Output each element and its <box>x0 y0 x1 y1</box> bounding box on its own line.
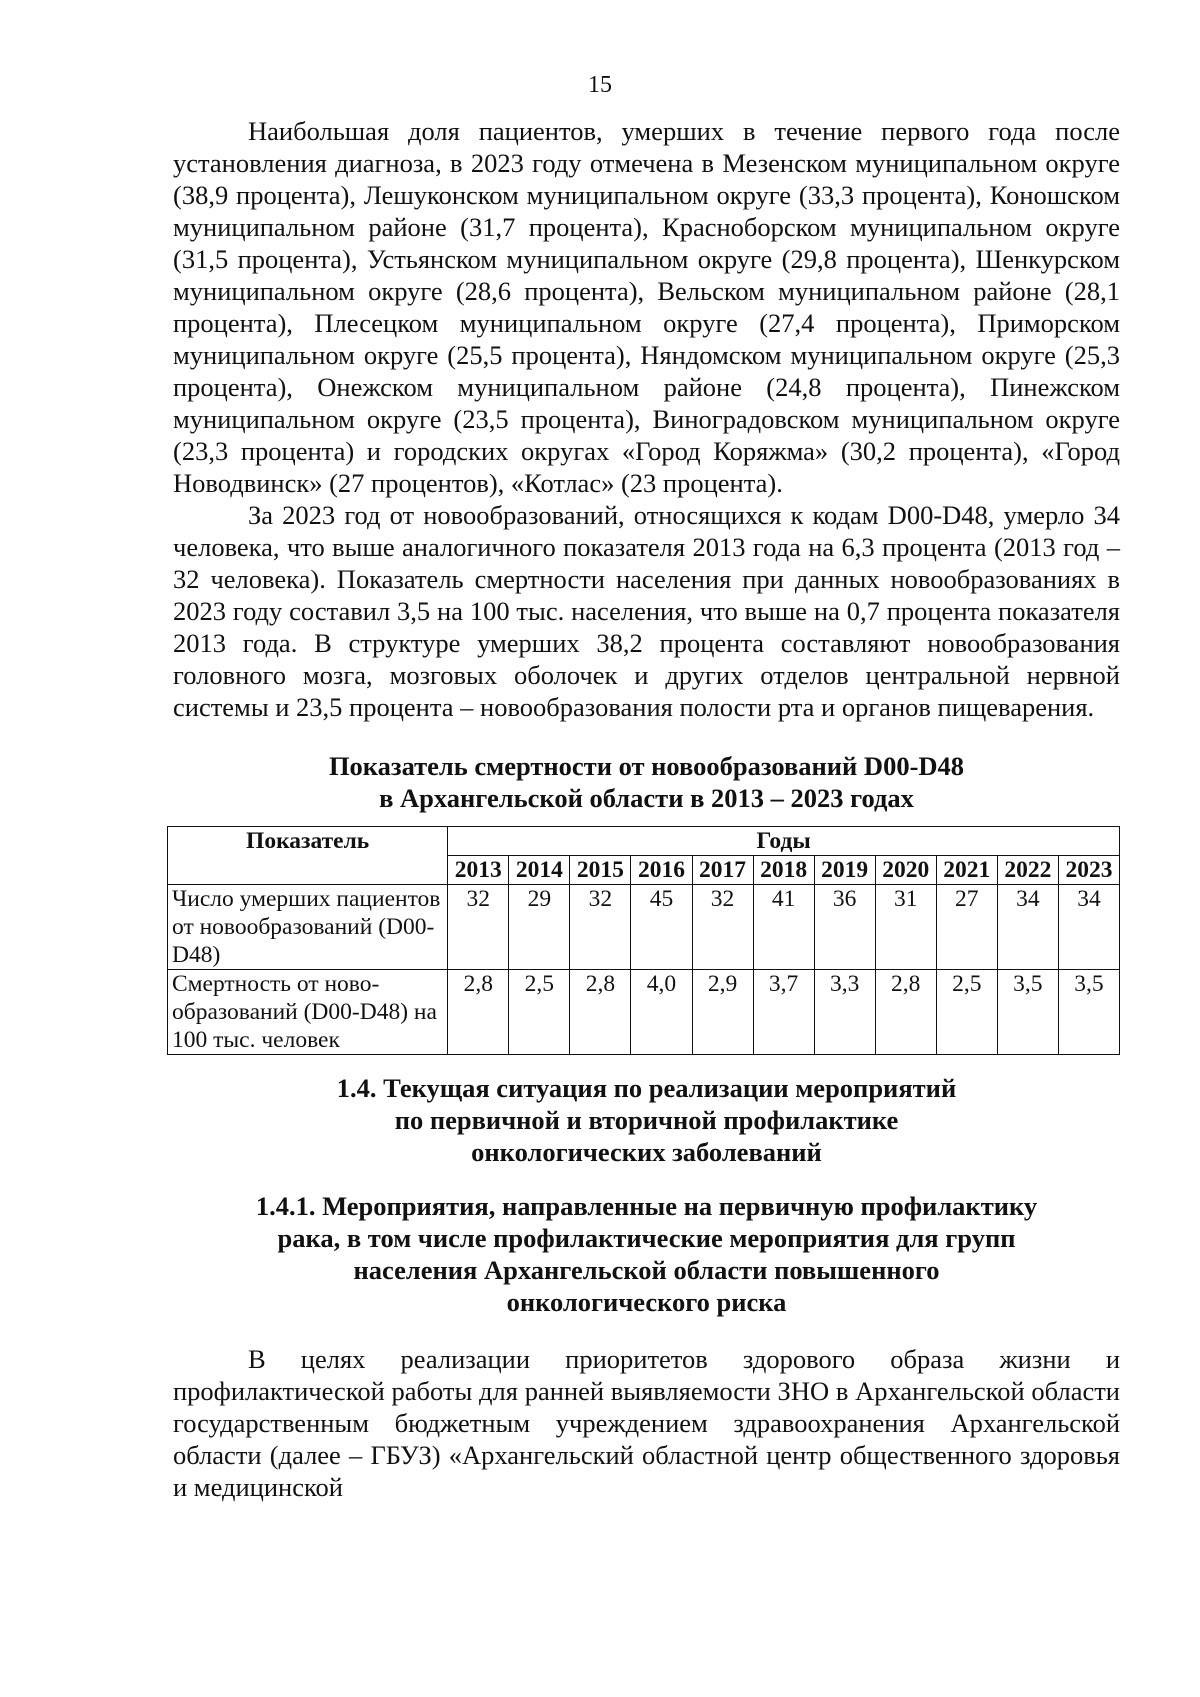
year-header: 2018 <box>753 856 814 885</box>
table-cell: 32 <box>448 885 509 970</box>
year-header: 2022 <box>997 856 1058 885</box>
table-row <box>168 885 1120 970</box>
year-header: 2014 <box>509 856 570 885</box>
table-cell: 36 <box>814 885 875 970</box>
table-cell: 2,5 <box>509 970 570 1055</box>
table-cell: 2,8 <box>448 970 509 1055</box>
heading-line: рака, в том числе профилактические мероприятия для групп <box>277 1223 1016 1253</box>
table-cell: 2,5 <box>936 970 997 1055</box>
table-cell: 2,9 <box>692 970 753 1055</box>
heading-line: 1.4.1. Мероприятия, направленные на первичную профилактику <box>255 1191 1038 1221</box>
table-cell: 41 <box>753 885 814 970</box>
year-header: 2016 <box>631 856 692 885</box>
year-header: 2020 <box>875 856 936 885</box>
mortality-table <box>167 826 1120 1055</box>
table-title-line: в Архангельской области в 2013 – 2023 годах <box>379 783 914 813</box>
table-cell: 32 <box>692 885 753 970</box>
table-cell: 45 <box>631 885 692 970</box>
year-header: 2017 <box>692 856 753 885</box>
year-header: 2013 <box>448 856 509 885</box>
table-cell: 27 <box>936 885 997 970</box>
table-cell: 2,8 <box>875 970 936 1055</box>
table-header-row <box>168 827 1120 856</box>
row-label: Смертность от ново-образований (D00-D48) на 100 тыс. человек <box>168 970 448 1055</box>
row-label: Число умерших пациентов от новообразований (D00-D48) <box>168 885 448 970</box>
document-body <box>173 115 1120 1503</box>
year-header: 2023 <box>1058 856 1119 885</box>
table-cell: 3,5 <box>997 970 1058 1055</box>
year-header: 2021 <box>936 856 997 885</box>
heading-line: онкологического риска <box>506 1287 787 1317</box>
table-cell: 34 <box>997 885 1058 970</box>
table-title-line: Показатель смертности от новообразований D00-D48 <box>328 751 965 781</box>
table-cell: 3,3 <box>814 970 875 1055</box>
table-cell: 3,7 <box>753 970 814 1055</box>
paragraph-d00-d48-mortality: За 2023 год от новообразований, относящихся к кодам D00-D48, умерло 34 человека, что выше аналогичного показателя 2013 года на 6,3 процента (2013 год – 32 человека). Показатель смертности населения при данных новообразованиях в 2023 году составил 3,5 на 100 тыс. населения, что выше на 0,7 процента показателя 2013 года. В структуре умерших 38,2 процента составляют новообразования головного мозга, мозговых оболочек и других отделов центральной нервной системы и 23,5 процента – новообразования полости рта и органов пищеварения. <box>173 500 1120 722</box>
table-cell: 32 <box>570 885 631 970</box>
table-cell: 31 <box>875 885 936 970</box>
year-header: 2015 <box>570 856 631 885</box>
section-heading-1-4-1 <box>173 1190 1120 1318</box>
header-years: Годы <box>448 827 1120 856</box>
table-cell: 29 <box>509 885 570 970</box>
year-header: 2019 <box>814 856 875 885</box>
paragraph-prevention: В целях реализации приоритетов здорового образа жизни и профилактической работы для ранней выявляемости ЗНО в Архангельской области государственным бюджетным учреждением здравоохранения Архангельской области (далее – ГБУЗ) «Архангельский областной центр общественного здоровья и медицинской <box>173 1344 1120 1502</box>
heading-line: онкологических заболеваний <box>471 1137 822 1167</box>
section-heading-1-4 <box>173 1072 1120 1168</box>
table-cell: 34 <box>1058 885 1119 970</box>
heading-line: по первичной и вторичной профилактике <box>394 1105 899 1135</box>
page-number: 15 <box>588 72 612 98</box>
table-cell: 3,5 <box>1058 970 1119 1055</box>
table-cell: 4,0 <box>631 970 692 1055</box>
header-indicator: Показатель <box>168 827 448 885</box>
table-cell: 2,8 <box>570 970 631 1055</box>
heading-line: 1.4. Текущая ситуация по реализации мероприятий <box>336 1073 957 1103</box>
table-title <box>173 750 1120 814</box>
heading-line: населения Архангельской области повышенного <box>353 1255 940 1285</box>
table-row <box>168 970 1120 1055</box>
paragraph-mortality-first-year: Наибольшая доля пациентов, умерших в течение первого года после установления диагноза, в 2023 году отмечена в Мезенском муниципальном округе (38,9 процента), Лешуконском муниципальном округе (33,3 процента), Коношском муниципальном районе (31,7 процента), Красноборском муниципальном округе (31,5 процента), Устьянском муниципальном округе (29,8 процента), Шенкурском муниципальном округе (28,6 процента), Вельском муниципальном районе (28,1 процента), Плесецком муниципальном округе (27,4 процента), Приморском муниципальном округе (25,5 процента), Няндомском муниципальном округе (25,3 процента), Онежском муниципальном районе (24,8 процента), Пинежском муниципальном округе (23,5 процента), Виноградовском муниципальном округе (23,3 процента) и городских округах «Город Коряжма» (30,2 процента), «Город Новодвинск» (27 процентов), «Котлас» (23 процента). <box>173 116 1120 498</box>
